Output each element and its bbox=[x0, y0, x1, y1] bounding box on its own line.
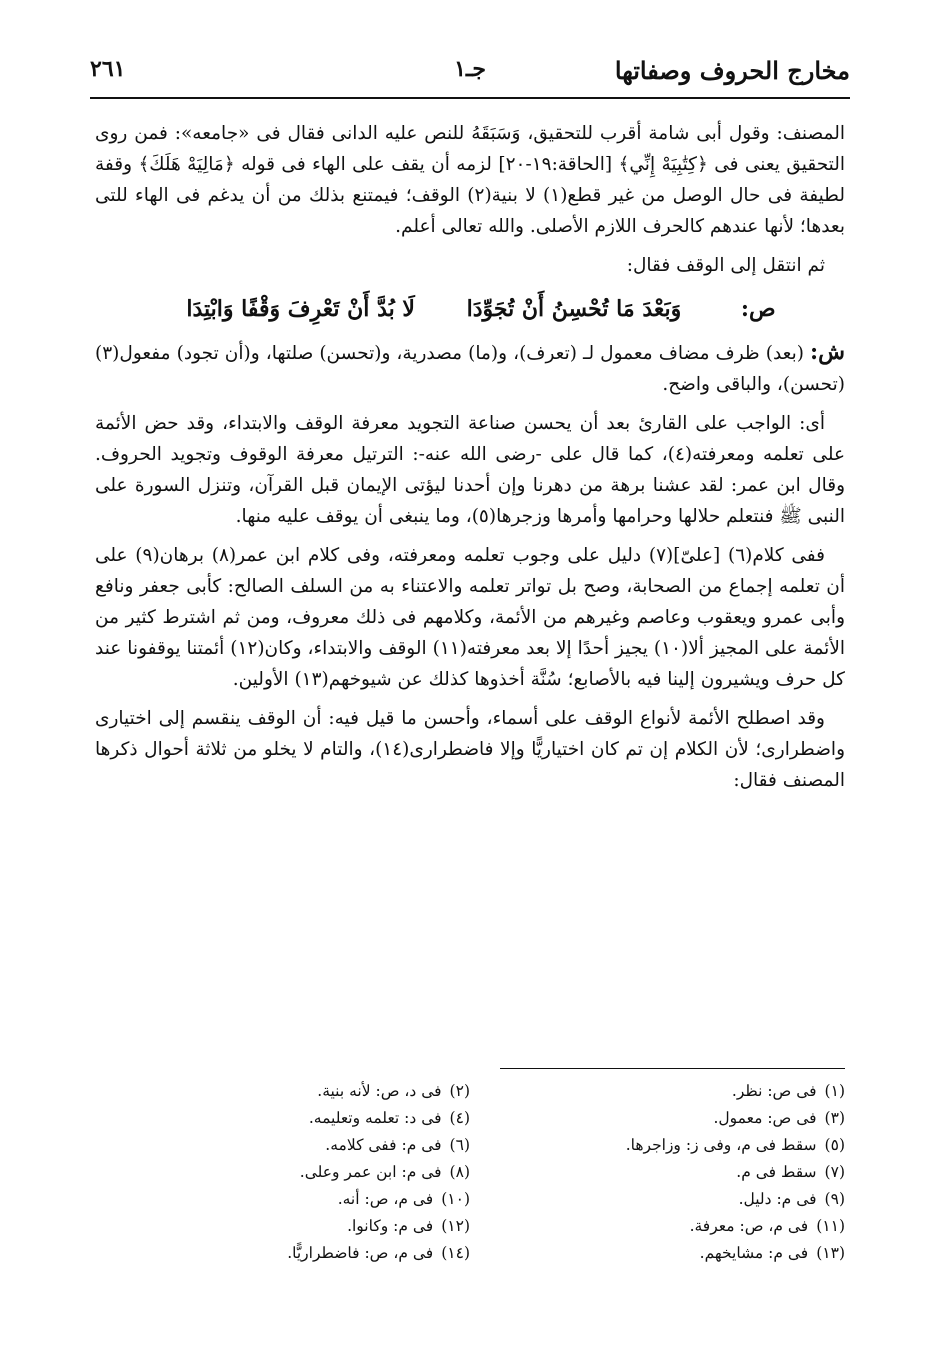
sharh-tag: ش: bbox=[810, 339, 845, 365]
paragraph-3-text: (بعد) ظرف مضاف معمول لـ (تعرف)، و(ما) مصدرية، و(تحسن) صلتها، و(أن تجود) مفعول(٣) (تحسن)، والباقى واضح. bbox=[95, 343, 845, 395]
paragraph-6: وقد اصطلح الأئمة لأنواع الوقف على أسماء، وأحسن ما قيل فيه: أن الوقف ينقسم إلى اختيارى واضطرارى؛ لأن الكلام إن تم كان اختياريًّا وإلا فاضطرارى(١٤)، والتام لا يخلو من ثلاثة أحوال ذكرها المصنف فقال: bbox=[95, 708, 845, 791]
paragraph-4: أى: الواجب على القارئ بعد أن يحسن صناعة التجويد معرفة الوقف والابتداء، وقد حض الأئمة على تعلمه ومعرفته(٤)، كما قال على -رضى الله عنه-: الترتيل معرفة الوقوف وتجويد الحروف. وقال ابن عمر: لقد عشنا برهة من دهرنا وإن أحدنا ليؤتى الإيمان قبل القرآن، وتنزل السورة على النبى ﷺ فنتعلم حلالها وحرامها وأمرها وزجرها(٥)، وما ينبغى أن يوقف عليه منها. bbox=[95, 413, 845, 527]
footnote-11: (١١)فى م، ص: معرفة. bbox=[689, 1217, 845, 1235]
verse-first-hemistich: وَبَعْدَ مَا تُحْسِنُ أَنْ تُجَوِّدَا bbox=[466, 296, 682, 322]
footnote-7: (٧)سقط فى م. bbox=[736, 1163, 845, 1181]
header-divider bbox=[90, 97, 850, 99]
footnote-6: (٦)فى م: ففى كلامه. bbox=[325, 1136, 470, 1154]
page-number: ٢٦١ bbox=[90, 56, 126, 82]
footnote-8: (٨)فى م: ابن عمر وعلى. bbox=[299, 1163, 470, 1181]
footnote-10: (١٠)فى م، ص: أنه. bbox=[337, 1190, 470, 1208]
footnote-14: (١٤)فى م، ص: فاضطراريًّا. bbox=[287, 1244, 470, 1262]
footnote-3: (٣)فى ص: معمول. bbox=[713, 1109, 845, 1127]
page-header bbox=[90, 50, 850, 90]
main-text bbox=[95, 118, 845, 804]
volume-number: جـ١ bbox=[454, 56, 486, 82]
footnote-5: (٥)سقط فى م، وفى ز: وزاجرها. bbox=[625, 1136, 845, 1154]
footnote-9: (٩)فى م: دليل. bbox=[738, 1190, 845, 1208]
footnote-13: (١٣)فى م: مشايخهم. bbox=[699, 1244, 845, 1262]
verse-second-hemistich: لَا بُدَّ أَنْ تَعْرِفَ وَقْفًا وَابْتِدَا bbox=[186, 296, 415, 322]
footnotes-left-column bbox=[110, 1078, 470, 1267]
footnote-divider bbox=[500, 1068, 845, 1069]
footnotes-right-column bbox=[485, 1078, 845, 1267]
paragraph-1: المصنف: وقول أبى شامة أقرب للتحقيق، وَسَبَقَهُ للنص عليه الدانى فقال فى «جامعه»: فمن روى التحقيق يعنى فى ﴿كِتَٰبِيَهْ إِنِّي﴾ [الحاقة:١٩-٢٠] لزمه أن يقف على الهاء فى قوله ﴿مَالِيَهْ هَلَكَ﴾ وقفة لطيفة فى حال الوصل من غير قطع(١) لا بنية(٢) الوقف؛ فيمتنع بذلك من أن يدغم فى الهاء للتى بعدها؛ لأنها عندهم كالحرف اللازم الأصلى. والله تعالى أعلم. bbox=[95, 123, 845, 237]
footnote-1: (١)فى ص: نظر. bbox=[731, 1082, 845, 1100]
paragraph-2: ثم انتقل إلى الوقف فقال: bbox=[626, 255, 825, 276]
running-title: مخارج الحروف وصفاتها bbox=[614, 56, 850, 85]
verse-tag: ص: bbox=[740, 296, 776, 322]
paragraph-5: ففى كلام(٦) [علىّ](٧) دليل على وجوب تعلمه ومعرفته، وفى كلام ابن عمر(٨) برهان(٩) على أن تعلمه إجماع من الصحابة، وصح بل تواتر تعلمه والاعتناء به من السلف الصالح: كأبى جعفر ونافع وأبى عمرو ويعقوب وعاصم وغيرهم من الأئمة، وكلامهم فى ذلك معروف، ومن ثم اشترط كثير من الأئمة على المجيز ألا(١٠) يجيز أحدًا إلا بعد معرفته(١١) الوقف والابتداء، وكان(١٢) أئمتنا يوقفونا عند كل حرف ويشيرون إلينا فيه بالأصابع؛ سُنَّة أخذوها كذلك عن شيوخهم(١٣) الأولين. bbox=[95, 545, 846, 690]
footnote-12: (١٢)فى م: وكانوا. bbox=[347, 1217, 470, 1235]
footnote-4: (٤)فى د: تعلمه وتعليمه. bbox=[308, 1109, 470, 1127]
paragraph-3 bbox=[95, 337, 845, 400]
verse-line bbox=[95, 289, 845, 329]
footnote-2: (٢)فى د، ص: لأنه بنية. bbox=[317, 1082, 470, 1100]
